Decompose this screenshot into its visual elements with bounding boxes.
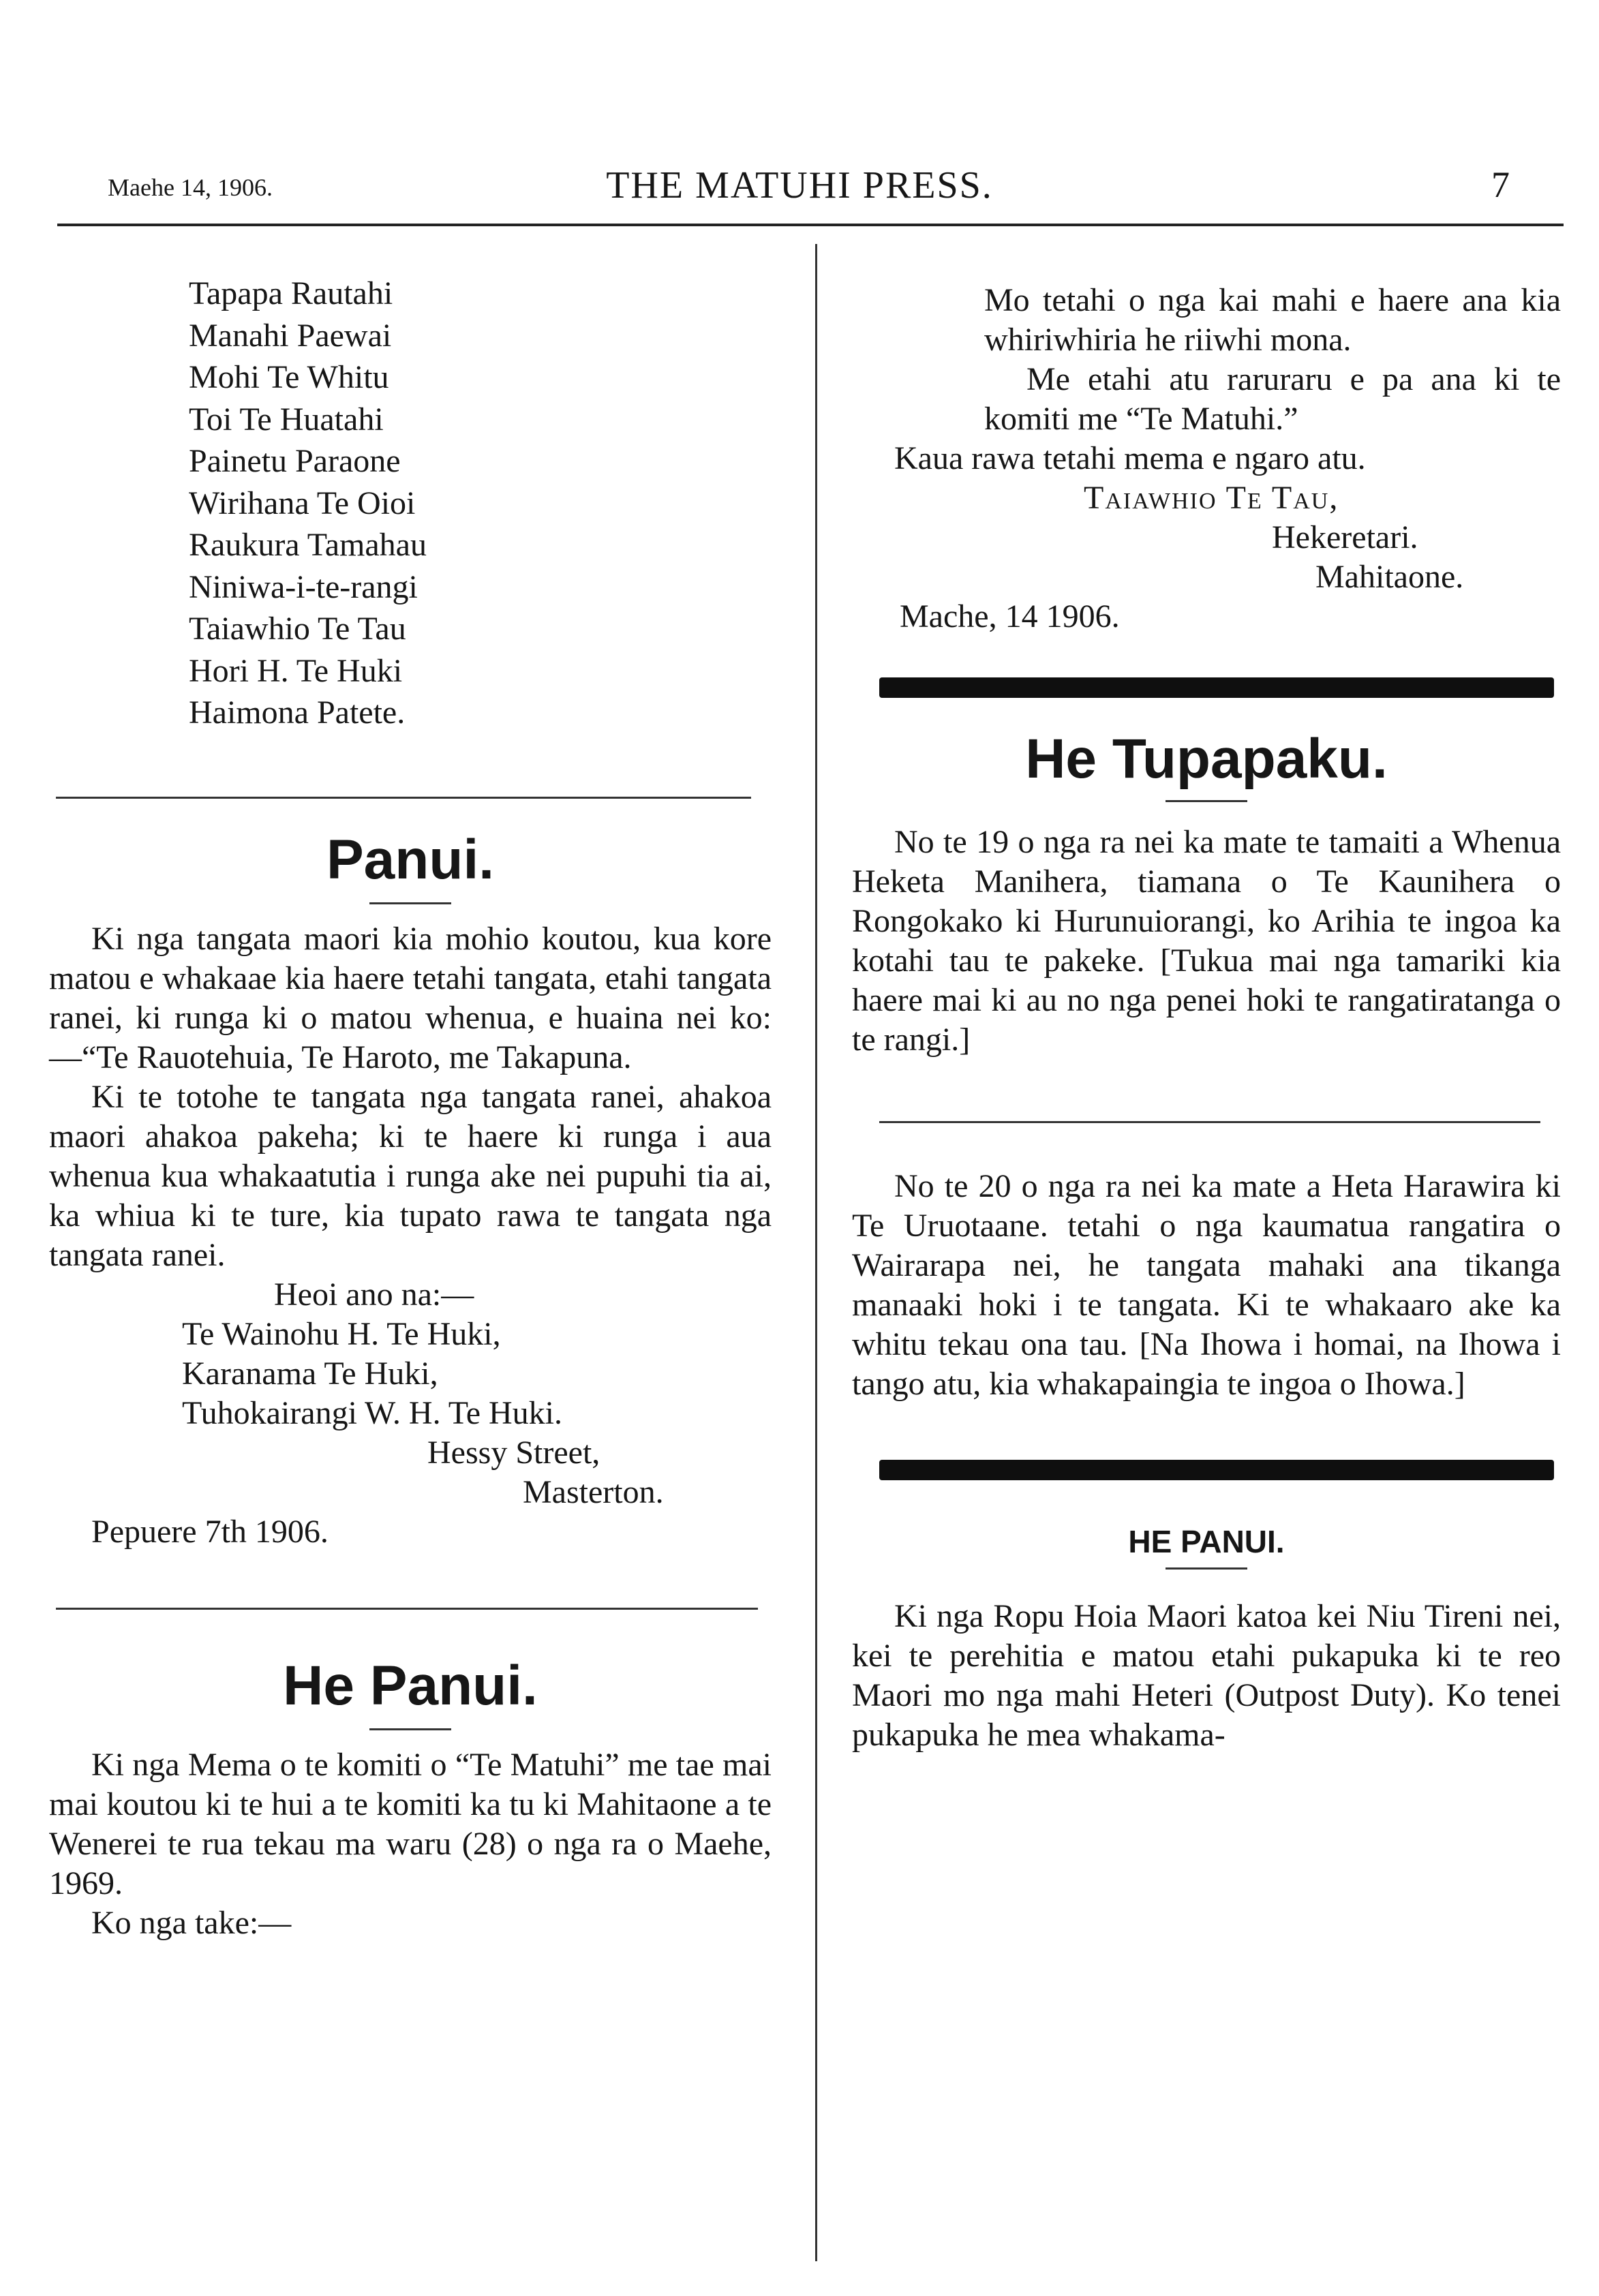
header-date: Maehe 14, 1906.	[108, 174, 273, 201]
he-panui-caps-paragraph: Ki nga Ropu Hoia Maori katoa kei Niu Tireni nei, kei te perehitia e matou etahi pukapuka ki te reo Maori mo nga mahi Heteri (Outpost Duty). Ko tenei pukapuka he mea whakama-	[852, 1598, 1561, 1753]
name-item: Tapapa Rautahi	[189, 275, 393, 311]
name-item: Hori H. Te Huki	[189, 652, 403, 689]
tupapaku-paragraph-2: No te 20 o nga ra nei ka mate a Heta Harawira ki Te Uruotaane. tetahi o nga kaumatua rangatira o Wairarapa nei, he tangata mahaki ana tikanga manaaki hoki i te tangata. Ki te whakaaro ake ka whitu tekau ona tau. [Na Ihowa i homai, na Ihowa i tango atu, kia whakapaingia te ingoa o Ihowa.]	[852, 1168, 1561, 1402]
left-column	[49, 273, 772, 1943]
header-rule	[57, 224, 1564, 226]
signatory: Te Wainohu H. Te Huki,	[182, 1315, 501, 1352]
column-divider	[815, 244, 817, 2261]
name-item: Manahi Paewai	[189, 317, 392, 354]
panui-heading: Panui.	[326, 828, 495, 891]
notice-paragraph-3: Kaua rawa tetahi mema e ngaro atu.	[894, 440, 1366, 476]
panui-paragraph-1: Ki nga tangata maori kia mohio koutou, kua kore matou e whakaae kia haere tetahi tangata, etahi tangata ranei, ki runga ki o matou whenua, e huaina nei ko:—“Te Rauotehuia, Te Haroto, me Takapuna.	[49, 920, 772, 1075]
name-item: Niniwa-i-te-rangi	[189, 568, 418, 605]
section-divider-thick	[879, 677, 1554, 698]
committee-name-list	[189, 273, 772, 734]
name-item: Taiawhio Te Tau	[189, 611, 406, 647]
signatory: Karanama Te Huki,	[182, 1355, 438, 1392]
section-divider	[56, 797, 751, 799]
heading-underline	[369, 902, 451, 904]
name-item: Haimona Patete.	[189, 694, 406, 731]
he-panui-paragraph: Ki nga Mema o te komiti o “Te Matuhi” me tae mai mai koutou ki te hui a te komiti ka tu ki Mahitaone a te Wenerei te rua tekau ma waru (28) o nga ra o Maehe, 1969.	[49, 1746, 772, 1901]
he-panui-caps-heading: HE PANUI.	[1128, 1524, 1285, 1559]
section-divider	[879, 1121, 1540, 1123]
notice-signer-title: Hekeretari.	[1272, 519, 1418, 555]
he-panui-take: Ko nga take:—	[91, 1904, 292, 1941]
section-divider-thick	[879, 1460, 1554, 1480]
panui-date: Pepuere 7th 1906.	[91, 1513, 329, 1550]
notice-signer-place: Mahitaone.	[1315, 559, 1464, 595]
panui-closing: Heoi ano na:—	[274, 1276, 474, 1313]
name-item: Wirihana Te Oioi	[189, 485, 416, 521]
name-item: Painetu Paraone	[189, 443, 401, 479]
notice-paragraph-2: Me etahi atu raruraru e pa ana ki te komiti me “Te Matuhi.”	[984, 361, 1561, 437]
signatory: Tuhokairangi W. H. Te Huki.	[182, 1394, 562, 1431]
page-header	[0, 164, 1599, 211]
panui-paragraph-2: Ki te totohe te tangata nga tangata ranei, ahakoa maori ahakoa pakeha; ki te haere ki runga i aua whenua kua whakaatutia i runga ake nei pupuhi tia ai, ka whiua ki te ture, kia tupato rawa te tangata nga tangata ranei.	[49, 1078, 772, 1273]
name-item: Toi Te Huatahi	[189, 401, 384, 438]
heading-underline	[1166, 800, 1247, 802]
heading-underline	[1166, 1567, 1247, 1570]
address-town: Masterton.	[523, 1473, 664, 1510]
notice-date: Mache, 14 1906.	[900, 598, 1120, 634]
tupapaku-heading: He Tupapaku.	[1025, 728, 1388, 790]
right-column	[852, 281, 1561, 1755]
address-street: Hessy Street,	[427, 1434, 600, 1471]
page-number: 7	[1491, 164, 1510, 205]
section-divider	[56, 1608, 758, 1610]
tupapaku-paragraph-1: No te 19 o nga ra nei ka mate te tamaiti a Whenua Heketa Manihera, tiamana o Te Kaunihera o Rongokako ki Hurunuiorangi, ko Arihia te ingoa ka kotahi tau te pakeke. [Tukua mai nga tamariki kia haere mai ki au no nga penei hoki te rangatiratanga o te rangi.]	[852, 824, 1561, 1058]
name-item: Mohi Te Whitu	[189, 359, 389, 395]
notice-paragraph-1: Mo tetahi o nga kai mahi e haere ana kia whiriwhiria he riiwhi mona.	[984, 282, 1561, 358]
notice-signer-name: Taiawhio Te Tau,	[1084, 480, 1339, 516]
newspaper-title: THE MATUHI PRESS.	[606, 164, 993, 206]
he-panui-heading: He Panui.	[283, 1654, 538, 1717]
name-item: Raukura Tamahau	[189, 527, 427, 563]
heading-underline	[369, 1728, 451, 1730]
